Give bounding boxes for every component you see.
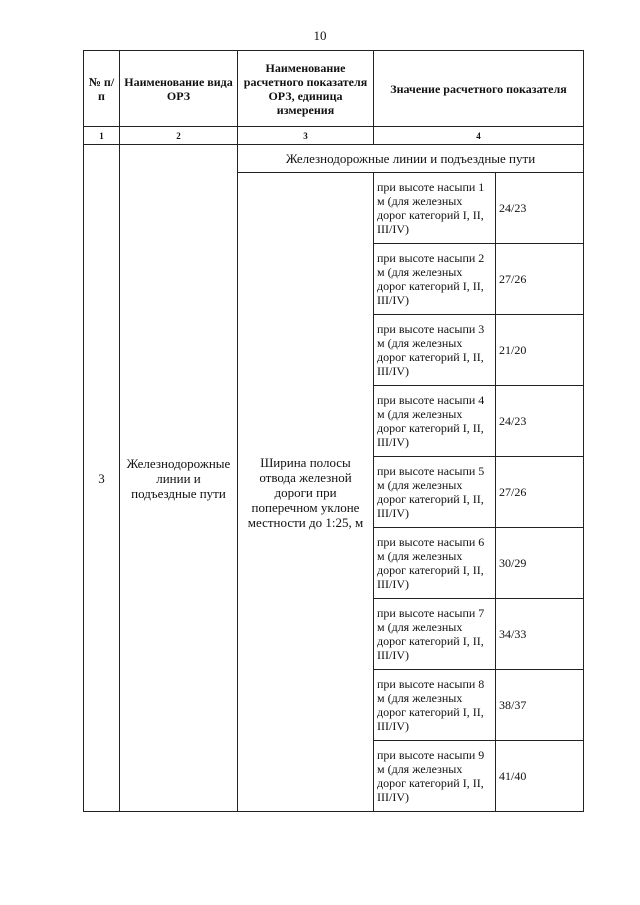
value-cell: 30/29 xyxy=(496,528,584,599)
condition-cell: при высоте насыпи 8 м (для железных дорог категорий I, II, III/IV) xyxy=(374,670,496,741)
condition-cell: при высоте насыпи 6 м (для железных дорог категорий I, II, III/IV) xyxy=(374,528,496,599)
column-number-3: 3 xyxy=(238,127,374,145)
value-cell: 24/23 xyxy=(496,386,584,457)
header-value: Значение расчетного показателя xyxy=(374,51,584,127)
orz-type-cell: Железнодорожные линии и подъездные пути xyxy=(120,145,238,812)
column-number-4: 4 xyxy=(374,127,584,145)
value-cell: 27/26 xyxy=(496,457,584,528)
orz-table xyxy=(83,50,584,812)
column-number-1: 1 xyxy=(84,127,120,145)
value-cell: 34/33 xyxy=(496,599,584,670)
value-cell: 38/37 xyxy=(496,670,584,741)
condition-cell: при высоте насыпи 3 м (для железных дорог категорий I, II, III/IV) xyxy=(374,315,496,386)
value-cell: 41/40 xyxy=(496,741,584,812)
header-num: № п/п xyxy=(84,51,120,127)
condition-cell: при высоте насыпи 2 м (для железных дорог категорий I, II, III/IV) xyxy=(374,244,496,315)
header-row xyxy=(84,51,584,127)
condition-cell: при высоте насыпи 4 м (для железных дорог категорий I, II, III/IV) xyxy=(374,386,496,457)
condition-cell: при высоте насыпи 1 м (для железных дорог категорий I, II, III/IV) xyxy=(374,173,496,244)
condition-cell: при высоте насыпи 5 м (для железных дорог категорий I, II, III/IV) xyxy=(374,457,496,528)
header-orz-type: Наименование вида ОРЗ xyxy=(120,51,238,127)
header-indicator: Наименование расчетного показателя ОРЗ, единица измерения xyxy=(238,51,374,127)
row-number: 3 xyxy=(84,145,120,812)
page-number: 10 xyxy=(313,28,327,43)
section-row xyxy=(84,145,584,173)
value-cell: 27/26 xyxy=(496,244,584,315)
condition-cell: при высоте насыпи 9 м (для железных дорог категорий I, II, III/IV) xyxy=(374,741,496,812)
value-cell: 24/23 xyxy=(496,173,584,244)
section-title: Железнодорожные линии и подъездные пути xyxy=(238,145,584,173)
value-cell: 21/20 xyxy=(496,315,584,386)
indicator-cell: Ширина полосы отвода железной дороги при поперечном уклоне местности до 1:25, м xyxy=(238,173,374,812)
column-number-row xyxy=(84,127,584,145)
column-number-2: 2 xyxy=(120,127,238,145)
condition-cell: при высоте насыпи 7 м (для железных дорог категорий I, II, III/IV) xyxy=(374,599,496,670)
